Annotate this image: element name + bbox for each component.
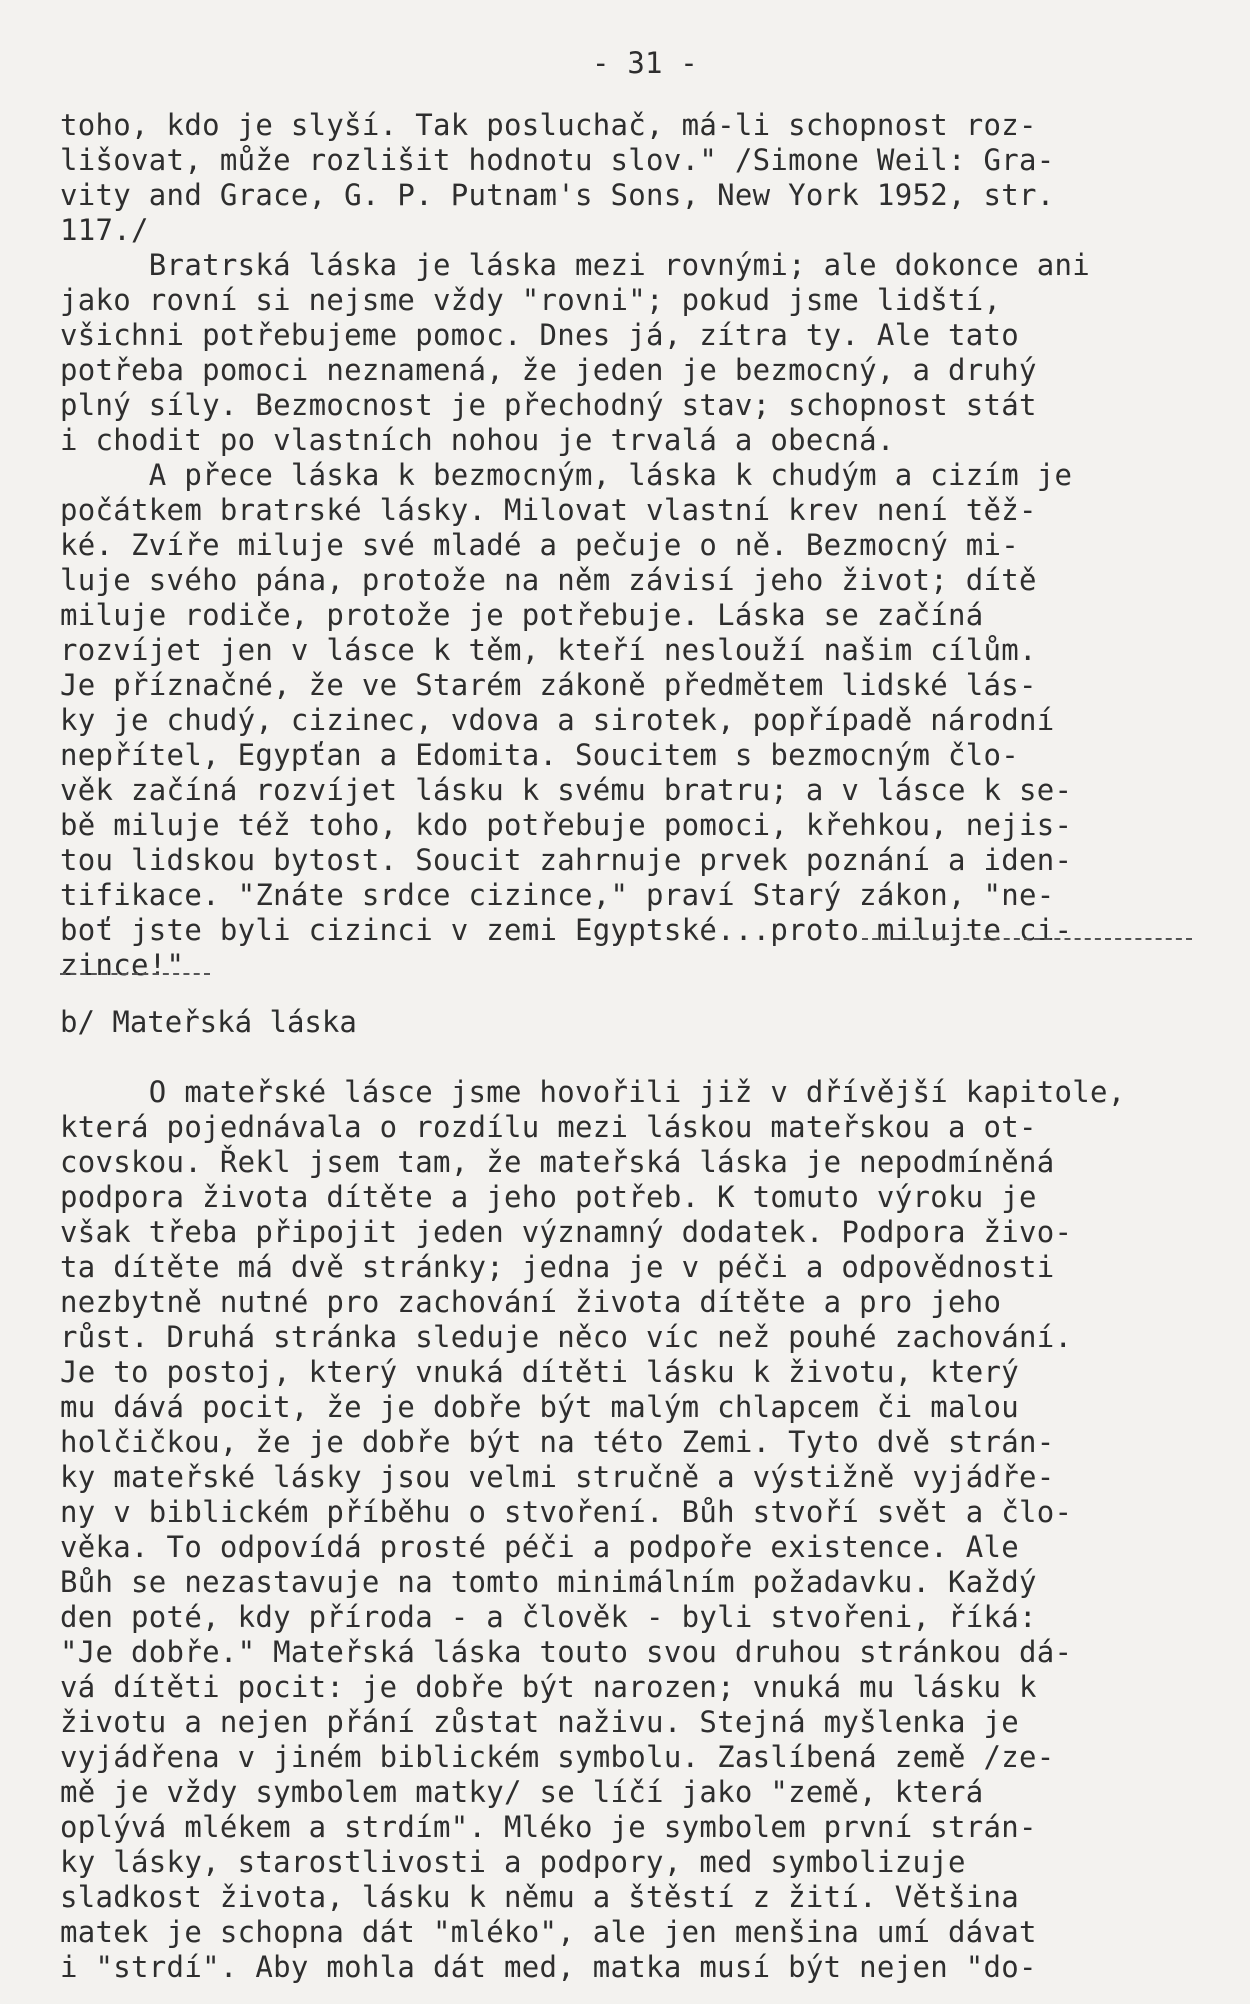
text-line: i chodit po vlastních nohou je trvalá a obecná.: [60, 423, 895, 457]
text-line: ny v biblickém příběhu o stvoření. Bůh stvoří svět a člo-: [60, 1495, 1073, 1529]
text-line: miluje rodiče, protože je potřebuje. Láska se začíná: [60, 598, 984, 632]
text-line: nezbytně nutné pro zachování života dítěte a pro jeho: [60, 1285, 1002, 1319]
text-line: všichni potřebujeme pomoc. Dnes já, zítra ty. Ale tato: [60, 318, 1020, 352]
text-line: vity and Grace, G. P. Putnam's Sons, New York 1952, str.: [60, 178, 1055, 212]
text-line: ké. Zvíře miluje své mladé a pečuje o ně. Bezmocný mi-: [60, 528, 1020, 562]
text-line: covskou. Řekl jsem tam, že mateřská láska je nepodmíněná: [60, 1145, 1055, 1179]
text-line: věka. To odpovídá prosté péči a podpoře existence. Ale: [60, 1530, 1020, 1564]
text-line: tou lidskou bytost. Soucit zahrnuje prvek poznání a iden-: [60, 843, 1073, 877]
text-line: boť jste byli cizinci v zemi Egyptské...proto milujte ci-: [60, 913, 1073, 947]
text-line: zince!": [60, 948, 185, 982]
text-line: počátkem bratrské lásky. Milovat vlastní krev není těž-: [60, 493, 1037, 527]
text-line: O mateřské lásce jsme hovořili již v dřívější kapitole,: [60, 1075, 1126, 1109]
text-line: potřeba pomoci neznamená, že jeden je bezmocný, a druhý: [60, 353, 1037, 387]
text-line: i "strdí". Aby mohla dát med, matka musí být nejen "do-: [60, 1950, 1037, 1984]
text-line: však třeba připojit jeden významný dodatek. Podpora živo-: [60, 1215, 1073, 1249]
text-line: oplývá mlékem a strdím". Mléko je symbolem první strán-: [60, 1810, 1037, 1844]
page-number: - 31 -: [592, 46, 698, 80]
text-line: lišovat, může rozlišit hodnotu slov." /Simone Weil: Gra-: [60, 143, 1055, 177]
text-line: holčičkou, že je dobře být na této Zemi. Tyto dvě strán-: [60, 1425, 1055, 1459]
text-line: A přece láska k bezmocným, láska k chudým a cizím je: [60, 458, 1073, 492]
text-line: toho, kdo je slyší. Tak posluchač, má-li schopnost roz-: [60, 108, 1037, 142]
text-line: matek je schopna dát "mléko", ale jen menšina umí dávat: [60, 1915, 1037, 1949]
underline-decoration: [862, 938, 1192, 940]
text-line: Bůh se nezastavuje na tomto minimálním požadavku. Každý: [60, 1565, 1037, 1599]
text-line: tifikace. "Znáte srdce cizince," praví Starý zákon, "ne-: [60, 878, 1055, 912]
text-line: mu dává pocit, že je dobře být malým chlapcem či malou: [60, 1390, 1020, 1424]
text-line: ky lásky, starostlivosti a podpory, med symbolizuje: [60, 1845, 966, 1879]
text-block-motherly-love: [60, 1075, 1210, 1985]
text-line: nepřítel, Egypťan a Edomita. Soucitem s bezmocným člo-: [60, 738, 1020, 772]
text-line: 117./: [60, 213, 149, 247]
text-line: rozvíjet jen v lásce k těm, kteří neslouží našim cílům.: [60, 633, 1037, 667]
text-line: růst. Druhá stránka sleduje něco víc než pouhé zachování.: [60, 1320, 1073, 1354]
text-line: ky je chudý, cizinec, vdova a sirotek, popřípadě národní: [60, 703, 1055, 737]
text-line: vyjádřena v jiném biblickém symbolu. Zaslíbená země /ze-: [60, 1740, 1055, 1774]
text-line: bě miluje též toho, kdo potřebuje pomoci, křehkou, nejis-: [60, 808, 1073, 842]
text-line: ky mateřské lásky jsou velmi stručně a výstižně vyjádře-: [60, 1460, 1055, 1494]
text-line: mě je vždy symbolem matky/ se líčí jako "země, která: [60, 1775, 984, 1809]
text-line: věk začíná rozvíjet lásku k svému bratru; a v lásce k se-: [60, 773, 1073, 807]
text-line: ta dítěte má dvě stránky; jedna je v péči a odpovědnosti: [60, 1250, 1055, 1284]
text-line: životu a nejen přání zůstat naživu. Stejná myšlenka je: [60, 1705, 1020, 1739]
text-line: "Je dobře." Mateřská láska touto svou druhou stránkou dá-: [60, 1635, 1073, 1669]
text-line: podpora života dítěte a jeho potřeb. K tomuto výroku je: [60, 1180, 1037, 1214]
text-line: jako rovní si nejsme vždy "rovni"; pokud jsme lidští,: [60, 283, 1002, 317]
section-heading: b/ Mateřská láska: [60, 1005, 357, 1039]
text-line: plný síly. Bezmocnost je přechodný stav; schopnost stát: [60, 388, 1037, 422]
text-line: která pojednávala o rozdílu mezi láskou mateřskou a ot-: [60, 1110, 1037, 1144]
text-line: sladkost života, lásku k němu a štěstí z žití. Většina: [60, 1880, 1020, 1914]
text-block-brotherly-love: [60, 108, 1210, 983]
text-line: Je to postoj, který vnuká dítěti lásku k životu, který: [60, 1355, 1020, 1389]
text-line: luje svého pána, protože na něm závisí jeho život; dítě: [60, 563, 1037, 597]
underline-decoration: [60, 973, 210, 975]
text-line: Je příznačné, že ve Starém zákoně předmětem lidské lás-: [60, 668, 1037, 702]
text-line: Bratrská láska je láska mezi rovnými; ale dokonce ani: [60, 248, 1091, 282]
text-line: vá dítěti pocit: je dobře být narozen; vnuká mu lásku k: [60, 1670, 1037, 1704]
text-line: den poté, kdy příroda - a člověk - byli stvořeni, říká:: [60, 1600, 1037, 1634]
